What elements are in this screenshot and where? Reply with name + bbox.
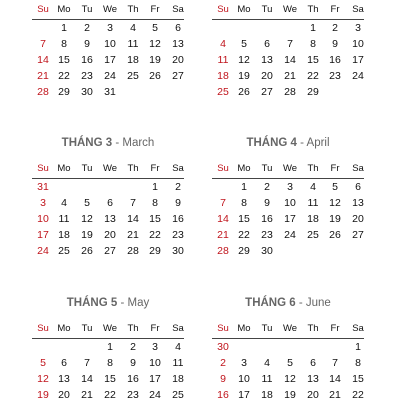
day-cell: 9 [84, 38, 90, 50]
month-title-en: - May [117, 297, 150, 309]
day-cell: 12 [149, 38, 161, 50]
weekday-header: Mo [237, 4, 251, 15]
weekday-header: Sa [352, 323, 364, 334]
day-cell: 16 [217, 389, 229, 401]
weekday-header: Th [127, 163, 139, 174]
day-cell: 3 [152, 341, 158, 353]
day-cell: 20 [104, 229, 116, 241]
weekday-header-row [212, 162, 364, 179]
day-cell: 18 [127, 54, 139, 66]
day-cell: 23 [172, 229, 184, 241]
week-row [212, 195, 364, 211]
week-row [212, 36, 364, 52]
weekday-header: We [282, 4, 298, 15]
month-title [32, 137, 184, 149]
day-cell: 6 [355, 181, 361, 193]
week-row [212, 84, 364, 100]
day-cell: 7 [332, 357, 338, 369]
weekday-header: Mo [237, 323, 251, 334]
day-cell: 17 [104, 54, 116, 66]
day-cell: 8 [355, 357, 361, 369]
day-cell: 23 [81, 70, 93, 82]
weekday-header: Th [307, 4, 319, 15]
week-row [212, 371, 364, 387]
day-cell: 27 [261, 86, 273, 98]
week-row [212, 52, 364, 68]
day-cell: 15 [352, 373, 364, 385]
weekday-header: Tu [261, 323, 273, 334]
month-title-vn: THÁNG 3 [61, 137, 113, 149]
weekday-header-row [32, 3, 184, 20]
day-cell: 7 [287, 38, 293, 50]
day-cell: 31 [104, 86, 116, 98]
day-cell: 24 [104, 70, 116, 82]
weekday-header: Su [37, 323, 49, 334]
day-cell: 9 [332, 38, 338, 50]
day-cell: 2 [332, 22, 338, 34]
day-cell: 18 [217, 70, 229, 82]
week-row [212, 243, 364, 259]
weekday-header: Sa [172, 4, 184, 15]
day-cell: 14 [329, 373, 341, 385]
day-cell: 14 [284, 54, 296, 66]
day-cell: 11 [307, 197, 319, 209]
day-cell: 12 [238, 54, 250, 66]
month-block-3 [32, 137, 184, 259]
day-cell: 15 [104, 373, 116, 385]
day-cell: 25 [217, 86, 229, 98]
month-title-vn: THÁNG 5 [66, 297, 118, 309]
day-cell: 4 [130, 22, 136, 34]
day-cell: 10 [352, 38, 364, 50]
week-row [32, 179, 184, 195]
day-cell: 16 [329, 54, 341, 66]
weekday-header: Fr [330, 323, 340, 334]
day-cell: 2 [264, 181, 270, 193]
weekday-header: We [102, 163, 118, 174]
weekday-header: Mo [57, 323, 71, 334]
weekday-header: Tu [261, 4, 273, 15]
month-title-vn: THÁNG 4 [246, 137, 297, 149]
day-cell: 10 [104, 38, 116, 50]
week-row [32, 36, 184, 52]
day-cell: 3 [40, 197, 46, 209]
day-cell: 6 [175, 22, 181, 34]
day-cell: 28 [217, 245, 229, 257]
week-row [212, 355, 364, 371]
day-cell: 22 [352, 389, 364, 401]
day-cell: 18 [307, 213, 319, 225]
day-cell: 26 [329, 229, 341, 241]
day-cell: 21 [37, 70, 49, 82]
weekday-header: Sa [172, 323, 184, 334]
day-cell: 25 [127, 70, 139, 82]
weekday-header: Su [37, 4, 49, 15]
day-cell: 27 [352, 229, 364, 241]
weekday-header: Sa [352, 4, 364, 15]
weekday-header: We [102, 4, 118, 15]
day-cell: 29 [58, 86, 70, 98]
day-cell: 4 [61, 197, 67, 209]
weekday-header: Sa [352, 163, 364, 174]
month-title-vn: THÁNG 6 [245, 297, 296, 309]
day-cell: 20 [261, 70, 273, 82]
weekday-header: Su [37, 163, 49, 174]
day-cell: 1 [241, 181, 247, 193]
day-cell: 29 [307, 86, 319, 98]
day-cell: 25 [307, 229, 319, 241]
weekday-header: Mo [237, 163, 251, 174]
weekday-header: Th [307, 163, 319, 174]
day-cell: 14 [217, 213, 229, 225]
day-cell: 21 [81, 389, 93, 401]
day-cell: 26 [149, 70, 161, 82]
day-cell: 11 [127, 38, 139, 50]
day-cell: 26 [81, 245, 93, 257]
day-cell: 11 [58, 213, 70, 225]
day-cell: 3 [107, 22, 113, 34]
day-cell: 17 [284, 213, 296, 225]
day-cell: 2 [84, 22, 90, 34]
weekday-header: Th [127, 323, 139, 334]
weekday-header: Fr [150, 323, 160, 334]
day-cell: 19 [81, 229, 93, 241]
day-cell: 13 [172, 38, 184, 50]
weekday-header: Fr [330, 163, 340, 174]
day-cell: 9 [130, 357, 136, 369]
day-cell: 21 [284, 70, 296, 82]
day-cell: 6 [107, 197, 113, 209]
day-cell: 20 [352, 213, 364, 225]
day-cell: 3 [355, 22, 361, 34]
weekday-header: Tu [81, 4, 93, 15]
day-cell: 16 [172, 213, 184, 225]
day-cell: 2 [130, 341, 136, 353]
day-cell: 25 [172, 389, 184, 401]
month-block-2 [212, 3, 364, 100]
day-cell: 4 [175, 341, 181, 353]
day-cell: 23 [127, 389, 139, 401]
day-cell: 17 [149, 373, 161, 385]
day-cell: 8 [310, 38, 316, 50]
day-cell: 5 [332, 181, 338, 193]
day-cell: 13 [104, 213, 116, 225]
day-cell: 21 [127, 229, 139, 241]
day-cell: 3 [241, 357, 247, 369]
day-cell: 10 [238, 373, 250, 385]
weekday-header-row [212, 3, 364, 20]
day-cell: 13 [261, 54, 273, 66]
week-row [32, 211, 184, 227]
weekday-header: Tu [81, 323, 93, 334]
day-cell: 29 [149, 245, 161, 257]
day-cell: 18 [58, 229, 70, 241]
day-cell: 30 [217, 341, 229, 353]
week-row [212, 227, 364, 243]
day-cell: 16 [81, 54, 93, 66]
weekday-header: We [282, 163, 298, 174]
day-cell: 29 [238, 245, 250, 257]
day-cell: 1 [107, 341, 113, 353]
day-cell: 30 [81, 86, 93, 98]
day-cell: 9 [264, 197, 270, 209]
day-cell: 22 [238, 229, 250, 241]
month-block-5 [32, 297, 184, 403]
day-cell: 8 [107, 357, 113, 369]
day-cell: 2 [175, 181, 181, 193]
day-cell: 20 [58, 389, 70, 401]
day-cell: 21 [217, 229, 229, 241]
day-cell: 23 [329, 70, 341, 82]
day-cell: 5 [152, 22, 158, 34]
weekday-header: We [282, 323, 298, 334]
week-row [32, 339, 184, 355]
day-cell: 20 [307, 389, 319, 401]
day-cell: 7 [130, 197, 136, 209]
day-cell: 27 [104, 245, 116, 257]
week-row [212, 20, 364, 36]
day-cell: 4 [310, 181, 316, 193]
week-row [32, 243, 184, 259]
day-cell: 9 [175, 197, 181, 209]
day-cell: 10 [149, 357, 161, 369]
week-row [32, 68, 184, 84]
day-cell: 1 [355, 341, 361, 353]
week-row [212, 179, 364, 195]
weekday-header: Mo [57, 163, 71, 174]
weekday-header: We [102, 323, 118, 334]
day-cell: 12 [81, 213, 93, 225]
day-cell: 15 [58, 54, 70, 66]
weekday-header: Tu [261, 163, 273, 174]
month-title-en: - June [295, 297, 331, 309]
day-cell: 18 [172, 373, 184, 385]
day-cell: 4 [264, 357, 270, 369]
day-cell: 19 [238, 70, 250, 82]
day-cell: 19 [284, 389, 296, 401]
day-cell: 24 [284, 229, 296, 241]
day-cell: 7 [220, 197, 226, 209]
day-cell: 7 [84, 357, 90, 369]
month-title [212, 297, 364, 309]
day-cell: 28 [127, 245, 139, 257]
day-cell: 13 [58, 373, 70, 385]
day-cell: 10 [284, 197, 296, 209]
day-cell: 18 [261, 389, 273, 401]
month-title-en: - April [296, 137, 330, 149]
day-cell: 17 [352, 54, 364, 66]
day-cell: 20 [172, 54, 184, 66]
day-cell: 4 [220, 38, 226, 50]
month-title [32, 297, 184, 309]
day-cell: 13 [307, 373, 319, 385]
day-cell: 21 [329, 389, 341, 401]
weekday-header: Su [217, 163, 229, 174]
day-cell: 27 [172, 70, 184, 82]
week-row [32, 371, 184, 387]
day-cell: 12 [37, 373, 49, 385]
weekday-header: Mo [57, 4, 71, 15]
day-cell: 5 [84, 197, 90, 209]
day-cell: 22 [149, 229, 161, 241]
weekday-header-row [32, 162, 184, 179]
day-cell: 11 [261, 373, 273, 385]
day-cell: 17 [37, 229, 49, 241]
weekday-header: Sa [172, 163, 184, 174]
day-cell: 8 [61, 38, 67, 50]
day-cell: 15 [307, 54, 319, 66]
weekday-header: Tu [81, 163, 93, 174]
day-cell: 13 [352, 197, 364, 209]
week-row [212, 68, 364, 84]
weekday-header: Fr [330, 4, 340, 15]
month-title-en: - March [112, 137, 155, 149]
day-cell: 31 [37, 181, 49, 193]
day-cell: 6 [264, 38, 270, 50]
day-cell: 14 [127, 213, 139, 225]
week-row [212, 211, 364, 227]
weekday-header: Fr [150, 4, 160, 15]
day-cell: 28 [284, 86, 296, 98]
weekday-header: Su [217, 4, 229, 15]
day-cell: 8 [241, 197, 247, 209]
month-title [212, 137, 364, 149]
day-cell: 5 [241, 38, 247, 50]
day-cell: 17 [238, 389, 250, 401]
week-row [32, 387, 184, 403]
day-cell: 3 [287, 181, 293, 193]
day-cell: 30 [261, 245, 273, 257]
day-cell: 25 [58, 245, 70, 257]
day-cell: 10 [37, 213, 49, 225]
week-row [32, 227, 184, 243]
day-cell: 7 [40, 38, 46, 50]
week-row [212, 339, 364, 355]
day-cell: 11 [172, 357, 184, 369]
day-cell: 1 [61, 22, 67, 34]
week-row [32, 355, 184, 371]
day-cell: 22 [104, 389, 116, 401]
month-block-4 [212, 137, 364, 259]
day-cell: 14 [81, 373, 93, 385]
day-cell: 6 [310, 357, 316, 369]
day-cell: 24 [352, 70, 364, 82]
day-cell: 23 [261, 229, 273, 241]
week-row [32, 195, 184, 211]
day-cell: 8 [152, 197, 158, 209]
weekday-header: Fr [150, 163, 160, 174]
day-cell: 19 [149, 54, 161, 66]
day-cell: 5 [287, 357, 293, 369]
day-cell: 1 [310, 22, 316, 34]
day-cell: 12 [329, 197, 341, 209]
week-row [32, 84, 184, 100]
day-cell: 30 [172, 245, 184, 257]
day-cell: 6 [61, 357, 67, 369]
day-cell: 11 [217, 54, 229, 66]
day-cell: 16 [261, 213, 273, 225]
day-cell: 28 [37, 86, 49, 98]
day-cell: 5 [40, 357, 46, 369]
day-cell: 19 [329, 213, 341, 225]
day-cell: 19 [37, 389, 49, 401]
day-cell: 24 [37, 245, 49, 257]
week-row [32, 20, 184, 36]
day-cell: 22 [307, 70, 319, 82]
day-cell: 24 [149, 389, 161, 401]
week-row [212, 387, 364, 403]
week-row [32, 52, 184, 68]
day-cell: 26 [238, 86, 250, 98]
weekday-header: Th [127, 4, 139, 15]
day-cell: 12 [284, 373, 296, 385]
day-cell: 14 [37, 54, 49, 66]
day-cell: 1 [152, 181, 158, 193]
day-cell: 9 [220, 373, 226, 385]
month-block-6 [212, 297, 364, 403]
weekday-header: Th [307, 323, 319, 334]
weekday-header-row [32, 322, 184, 339]
day-cell: 15 [149, 213, 161, 225]
weekday-header: Su [217, 323, 229, 334]
day-cell: 22 [58, 70, 70, 82]
month-block-1 [32, 3, 184, 100]
day-cell: 16 [127, 373, 139, 385]
day-cell: 2 [220, 357, 226, 369]
day-cell: 15 [238, 213, 250, 225]
weekday-header-row [212, 322, 364, 339]
